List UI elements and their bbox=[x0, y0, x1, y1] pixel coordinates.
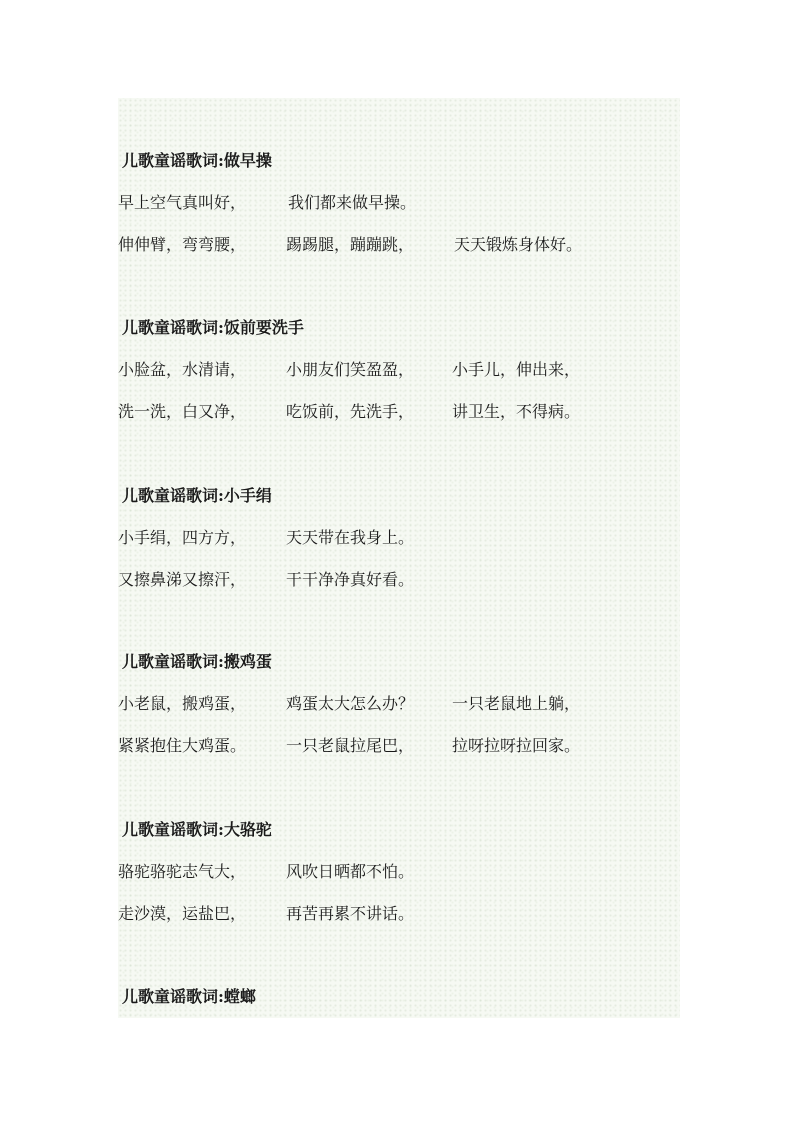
song-title: 儿歌童谣歌词:饭前要洗手 bbox=[122, 318, 304, 337]
lyric-phrase: 小手绢，四方方， bbox=[118, 528, 247, 547]
lyric-phrase: 一只老鼠拉尾巴， bbox=[286, 736, 415, 755]
lyric-phrase: 小老鼠，搬鸡蛋， bbox=[118, 694, 247, 713]
song-title: 儿歌童谣歌词:搬鸡蛋 bbox=[122, 652, 272, 671]
lyric-phrase: 走沙漠，运盐巴， bbox=[118, 904, 247, 923]
lyric-phrase: 风吹日晒都不怕。 bbox=[286, 862, 415, 881]
lyric-phrase: 我们都来做早操。 bbox=[288, 193, 417, 212]
lyric-phrase: 踢踢腿，蹦蹦跳， bbox=[286, 235, 415, 254]
lyric-phrase: 天天锻炼身体好。 bbox=[454, 235, 583, 254]
lyric-phrase: 小脸盆，水清请， bbox=[118, 360, 247, 379]
lyric-phrase: 鸡蛋太大怎么办？ bbox=[286, 694, 415, 713]
lyric-phrase: 小朋友们笑盈盈， bbox=[286, 360, 415, 379]
song-title: 儿歌童谣歌词:做早操 bbox=[122, 151, 272, 170]
lyric-phrase: 天天带在我身上。 bbox=[286, 528, 415, 547]
lyric-phrase: 干干净净真好看。 bbox=[286, 570, 415, 589]
lyric-phrase: 早上空气真叫好， bbox=[118, 193, 247, 212]
lyric-phrase: 一只老鼠地上躺， bbox=[452, 694, 581, 713]
lyric-phrase: 紧紧抱住大鸡蛋。 bbox=[118, 736, 247, 755]
lyric-phrase: 再苦再累不讲话。 bbox=[286, 904, 415, 923]
song-title: 儿歌童谣歌词:小手绢 bbox=[122, 486, 272, 505]
lyric-phrase: 又擦鼻涕又擦汗， bbox=[118, 570, 247, 589]
lyric-phrase: 骆驼骆驼志气大， bbox=[118, 862, 247, 881]
lyric-phrase: 伸伸臂，弯弯腰， bbox=[118, 235, 247, 254]
lyric-phrase: 吃饭前，先洗手， bbox=[286, 402, 415, 421]
song-title: 儿歌童谣歌词:螳螂 bbox=[122, 987, 256, 1006]
lyric-phrase: 讲卫生，不得病。 bbox=[452, 402, 581, 421]
lyric-phrase: 洗一洗，白又净， bbox=[118, 402, 247, 421]
document-page bbox=[118, 98, 680, 1018]
song-title: 儿歌童谣歌词:大骆驼 bbox=[122, 820, 272, 839]
lyric-phrase: 小手儿，伸出来， bbox=[452, 360, 581, 379]
lyric-phrase: 拉呀拉呀拉回家。 bbox=[452, 736, 581, 755]
